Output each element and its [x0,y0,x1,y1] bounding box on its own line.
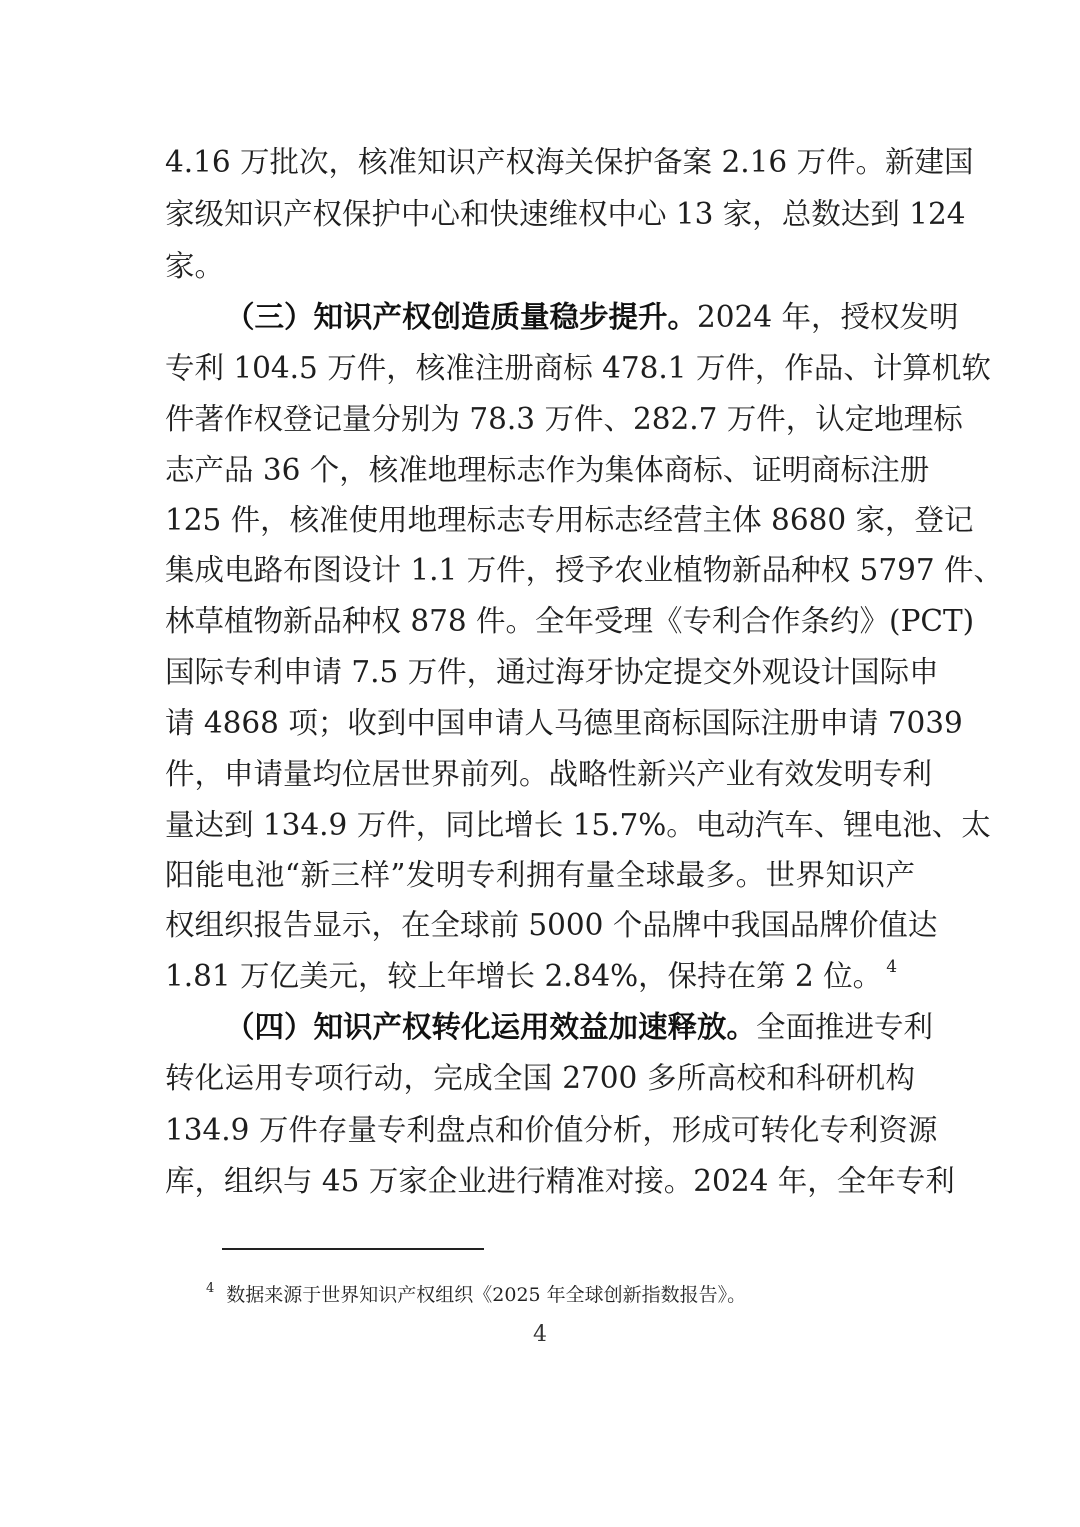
footnote-separator [222,1248,484,1250]
body-line: 志产品 36 个，核准地理标志作为集体商标、证明商标注册 [165,453,930,487]
footnote [206,1280,746,1310]
body-line: 权组织报告显示，在全球前 5000 个品牌中我国品牌价值达 [165,908,938,942]
body-line-text: 1.81 万亿美元，较上年增长 2.84%，保持在第 2 位。 [165,959,883,993]
body-line: 家级知识产权保护中心和快速维权中心 13 家，总数达到 124 [165,197,966,231]
body-line: 集成电路布图设计 1.1 万件，授予农业植物新品种权 5797 件、 [165,553,1003,587]
section-4-first-line [225,1007,934,1047]
footnote-text: 数据来源于世界知识产权组织《2025 年全球创新指数报告》。 [226,1284,747,1306]
body-line: 请 4868 项；收到中国申请人马德里商标国际注册申请 7039 [165,706,963,740]
body-line: 4.16 万批次，核准知识产权海关保护备案 2.16 万件。新建国 [165,145,974,179]
body-line: 量达到 134.9 万件，同比增长 15.7%。电动汽车、锂电池、太 [165,808,991,842]
body-line: 转化运用专项行动，完成全国 2700 多所高校和科研机构 [165,1061,915,1095]
section-3-lead: 2024 年，授权发明 [697,300,959,334]
body-line: 125 件，核准使用地理标志专用标志经营主体 8680 家，登记 [165,503,974,537]
body-line: 家。 [165,249,225,283]
page-number: 4 [533,1322,547,1347]
body-line: 134.9 万件存量专利盘点和价值分析，形成可转化专利资源 [165,1113,938,1147]
section-4-heading: （四）知识产权转化运用效益加速释放。 [225,1009,757,1044]
body-line: 阳能电池“新三样”发明专利拥有量全球最多。世界知识产 [165,858,915,892]
body-line-with-footnote-ref [165,956,915,996]
body-line: 库，组织与 45 万家企业进行精准对接。2024 年，全年专利 [165,1164,955,1198]
footnote-marker: 4 [206,1281,215,1296]
body-line: 国际专利申请 7.5 万件，通过海牙协定提交外观设计国际申 [165,655,939,689]
body-line: 件著作权登记量分别为 78.3 万件、282.7 万件，认定地理标 [165,402,963,436]
footnote-reference: 4 [886,957,898,977]
section-4-lead: 全面推进专利 [756,1010,934,1044]
section-3-first-line [225,297,959,337]
section-3-heading: （三）知识产权创造质量稳步提升。 [225,299,698,334]
body-line: 专利 104.5 万件，核准注册商标 478.1 万件，作品、计算机软 [165,351,991,385]
body-line: 件，申请量均位居世界前列。战略性新兴产业有效发明专利 [165,757,933,791]
body-line: 林草植物新品种权 878 件。全年受理《专利合作条约》(PCT) [165,604,975,638]
